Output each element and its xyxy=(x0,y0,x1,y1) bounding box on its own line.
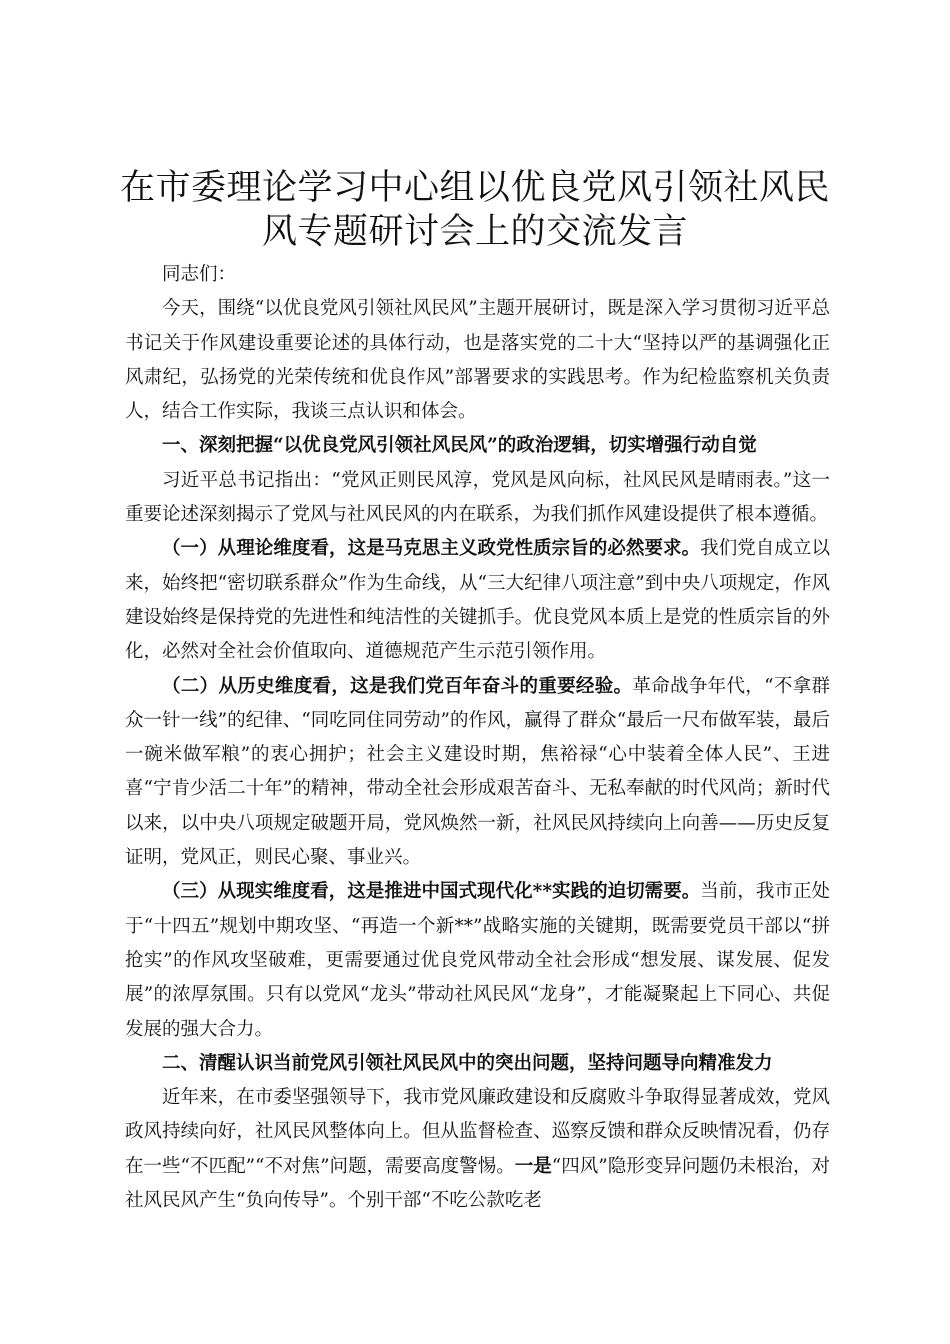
section-2-heading: 二、清醒认识当前党风引领社风民风中的突出问题，坚持问题导向精准发力 xyxy=(162,1052,773,1074)
point-3-heading: （三）从现实维度看，这是推进中国式现代化**实践的迫切需要。 xyxy=(162,881,701,903)
section-1-lead: 习近平总书记指出：“党风正则民风淳，党风是风向标，社风民风是晴雨表。”这一重要论述深刻揭示了党风与社风民风的内在联系，为我们抓作风建设提供了根本遵循。 xyxy=(125,469,830,526)
item-1-marker: 一是 xyxy=(514,1155,552,1177)
section-1-point-1 xyxy=(125,532,830,669)
title-line-2: 风专题研讨会上的交流发言 xyxy=(261,212,688,252)
salutation: 同志们： xyxy=(162,264,237,285)
intro-paragraph: 今天，围绕“以优良党风引领社风民风”主题开展研讨，既是深入学习贯彻习近平总书记关于作风建设重要论述的具体行动，也是落实党的二十大“坚持以严的基调强化正风肃纪，弘扬党的光荣传统和优良作风”部署要求的实践思考。作为纪检监察机关负责人，结合工作实际，我谈三点认识和体会。 xyxy=(125,298,830,423)
section-1-point-3 xyxy=(125,875,830,1046)
title-line-1: 在市委理论学习中心组以优良党风引领社风民 xyxy=(119,168,830,208)
document-title xyxy=(110,166,840,254)
document-body xyxy=(125,258,830,1218)
section-2-paragraph-1 xyxy=(125,1081,830,1218)
section-1-heading: 一、深刻把握“以优良党风引领社风民风”的政治逻辑，切实增强行动自觉 xyxy=(162,435,757,457)
point-1-heading: （一）从理论维度看，这是马克思主义政党性质宗旨的必然要求。 xyxy=(162,538,701,560)
point-2-heading: （二）从历史维度看，这是我们党百年奋斗的重要经验。 xyxy=(162,675,633,697)
section-2-intro-text: 近年来，在市委坚强领导下，我市党风廉政建设和反腐败斗争取得显著成效，党风政风持续向好，社风民风整体向上。但从监督检查、巡察反馈和群众反映情况看，仍存在一些“不匹配”“不对焦”问题，需要高度警惕。 xyxy=(125,1087,830,1177)
point-3-text: 当前，我市正处于“十四五”规划中期攻坚、“再造一个新**”战略实施的关键期，既需要党员干部以“拼抢实”的作风攻坚破难，更需要通过优良党风带动全社会形成“想发展、谋发展、促发展”的浓厚氛围。只有以党风“龙头”带动社风民风“龙身”，才能凝聚起上下同心、共促发展的强大合力。 xyxy=(125,881,830,1040)
section-1-point-2 xyxy=(125,670,830,876)
item-1-text: “四风”隐形变异问题仍未根治，对社风民风产生“负向传导”。个别干部“不吃公款吃老 xyxy=(125,1155,830,1212)
point-1-text: 我们党自成立以来，始终把“密切联系群众”作为生命线，从“三大纪律八项注意”到中央八项规定，作风建设始终是保持党的先进性和纯洁性的关键抓手。优良党风本质上是党的性质宗旨的外化，必然对全社会价值取向、道德规范产生示范引领作用。 xyxy=(125,538,830,663)
point-2-text: 革命战争年代，“不拿群众一针一线”的纪律、“同吃同住同劳动”的作风，赢得了群众“最后一尺布做军装，最后一碗米做军粮”的衷心拥护；社会主义建设时期，焦裕禄“心中装着全体人民”、王进喜“宁肯少活二十年”的精神，带动全社会形成艰苦奋斗、无私奉献的时代风尚；新时代以来，以中央八项规定破题开局，党风焕然一新，社风民风持续向上向善——历史反复证明，党风正，则民心聚、事业兴。 xyxy=(125,675,830,869)
